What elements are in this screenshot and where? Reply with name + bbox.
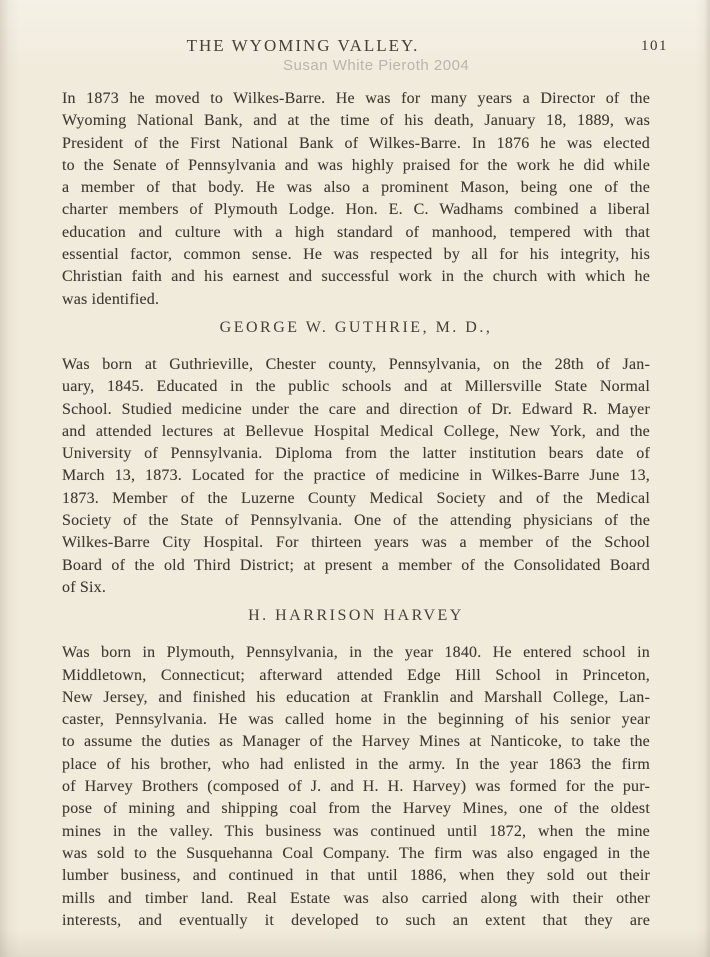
paragraph <box>62 354 650 599</box>
page-header <box>0 0 710 58</box>
paragraph-line: mills and timber land. Real Estate was also carried along with their other <box>62 889 650 907</box>
section <box>62 607 650 932</box>
paragraph-line: Board of the old Third District; at present a member of the Consolidated Board <box>62 556 650 574</box>
paragraph-line: New Jersey, and finished his education at Franklin and Marshall College, Lan- <box>62 688 650 706</box>
paragraph-line: place of his brother, who had enlisted in the army. In the year 1863 the firm <box>62 755 650 773</box>
paragraph <box>62 88 650 311</box>
section <box>62 319 650 599</box>
paragraph-line: Middletown, Connecticut; afterward attended Edge Hill School in Princeton, <box>62 666 650 684</box>
paragraph-line: a member of that body. He was also a prominent Mason, being one of the <box>62 179 650 197</box>
paragraph <box>62 642 650 932</box>
paragraph-line: interests, and eventually it developed to such an extent that they are <box>62 911 650 929</box>
paragraph-line: caster, Pennsylvania. He was called home in the beginning of his senior year <box>62 711 650 729</box>
paragraph-line: mines in the valley. This business was continued until 1872, when the mine <box>62 822 650 840</box>
paragraph-line: to assume the duties as Manager of the Harvey Mines at Nanticoke, to take the <box>62 733 650 751</box>
page-content <box>0 88 710 932</box>
paragraph-line: was identified. <box>62 290 160 308</box>
paragraph-line: of Harvey Brothers (composed of J. and H. H. Harvey) was formed for the pur- <box>62 778 650 796</box>
section-heading: GEORGE W. GUTHRIE, M. D., <box>219 318 493 336</box>
paragraph-line: 1873. Member of the Luzerne County Medical Society and of the Medical <box>62 489 650 507</box>
page-number: 101 <box>641 38 668 54</box>
paragraph-line: essential factor, common sense. He was respected by all for his integrity, his <box>62 246 650 264</box>
paragraph-line: School. Studied medicine under the care and direction of Dr. Edward R. Mayer <box>62 400 650 418</box>
paragraph-line: charter members of Plymouth Lodge. Hon. E. C. Wadhams combined a liberal <box>62 201 650 219</box>
paragraph-line: to the Senate of Pennsylvania and was highly praised for the work he did while <box>62 156 650 174</box>
paragraph-line: President of the First National Bank of Wilkes-Barre. In 1876 he was elected <box>62 134 650 152</box>
paragraph-line: education and culture with a high standard of manhood, tempered with that <box>62 223 650 241</box>
paragraph-line: University of Pennsylvania. Diploma from the latter institution bears date of <box>62 445 650 463</box>
running-title: THE WYOMING VALLEY. <box>186 36 420 55</box>
paragraph-line: and attended lectures at Bellevue Hospital Medical College, New York, and the <box>62 422 650 440</box>
paragraph-line: Wyoming National Bank, and at the time of his death, January 18, 1889, was <box>62 112 650 130</box>
paragraph-line: was sold to the Susquehanna Coal Company. The firm was also engaged in the <box>62 844 650 862</box>
watermark: Susan White Pieroth 2004 <box>283 57 470 74</box>
paragraph-line: Was born at Guthrieville, Chester county, Pennsylvania, on the 28th of Jan- <box>62 355 650 373</box>
paragraph-line: March 13, 1873. Located for the practice of medicine in Wilkes-Barre June 13, <box>62 467 650 485</box>
paragraph-line: Wilkes-Barre City Hospital. For thirteen years was a member of the School <box>62 534 650 552</box>
section-heading: H. HARRISON HARVEY <box>248 607 464 625</box>
paragraph-line: In 1873 he moved to Wilkes-Barre. He was for many years a Director of the <box>62 90 650 107</box>
section <box>62 88 650 311</box>
paragraph-line: Society of the State of Pennsylvania. One of the attending physicians of the <box>62 512 650 530</box>
paragraph-line: Was born in Plymouth, Pennsylvania, in the year 1840. He entered school in <box>62 644 650 662</box>
paragraph-line: lumber business, and continued in that until 1886, when they sold out their <box>62 867 650 885</box>
paragraph-line: uary, 1845. Educated in the public schools and at Millersville State Normal <box>62 378 650 396</box>
paragraph-line: of Six. <box>62 578 107 596</box>
paragraph-line: pose of mining and shipping coal from the Harvey Mines, one of the oldest <box>62 800 650 818</box>
paragraph-line: Christian faith and his earnest and successful work in the church with which he <box>62 268 650 286</box>
